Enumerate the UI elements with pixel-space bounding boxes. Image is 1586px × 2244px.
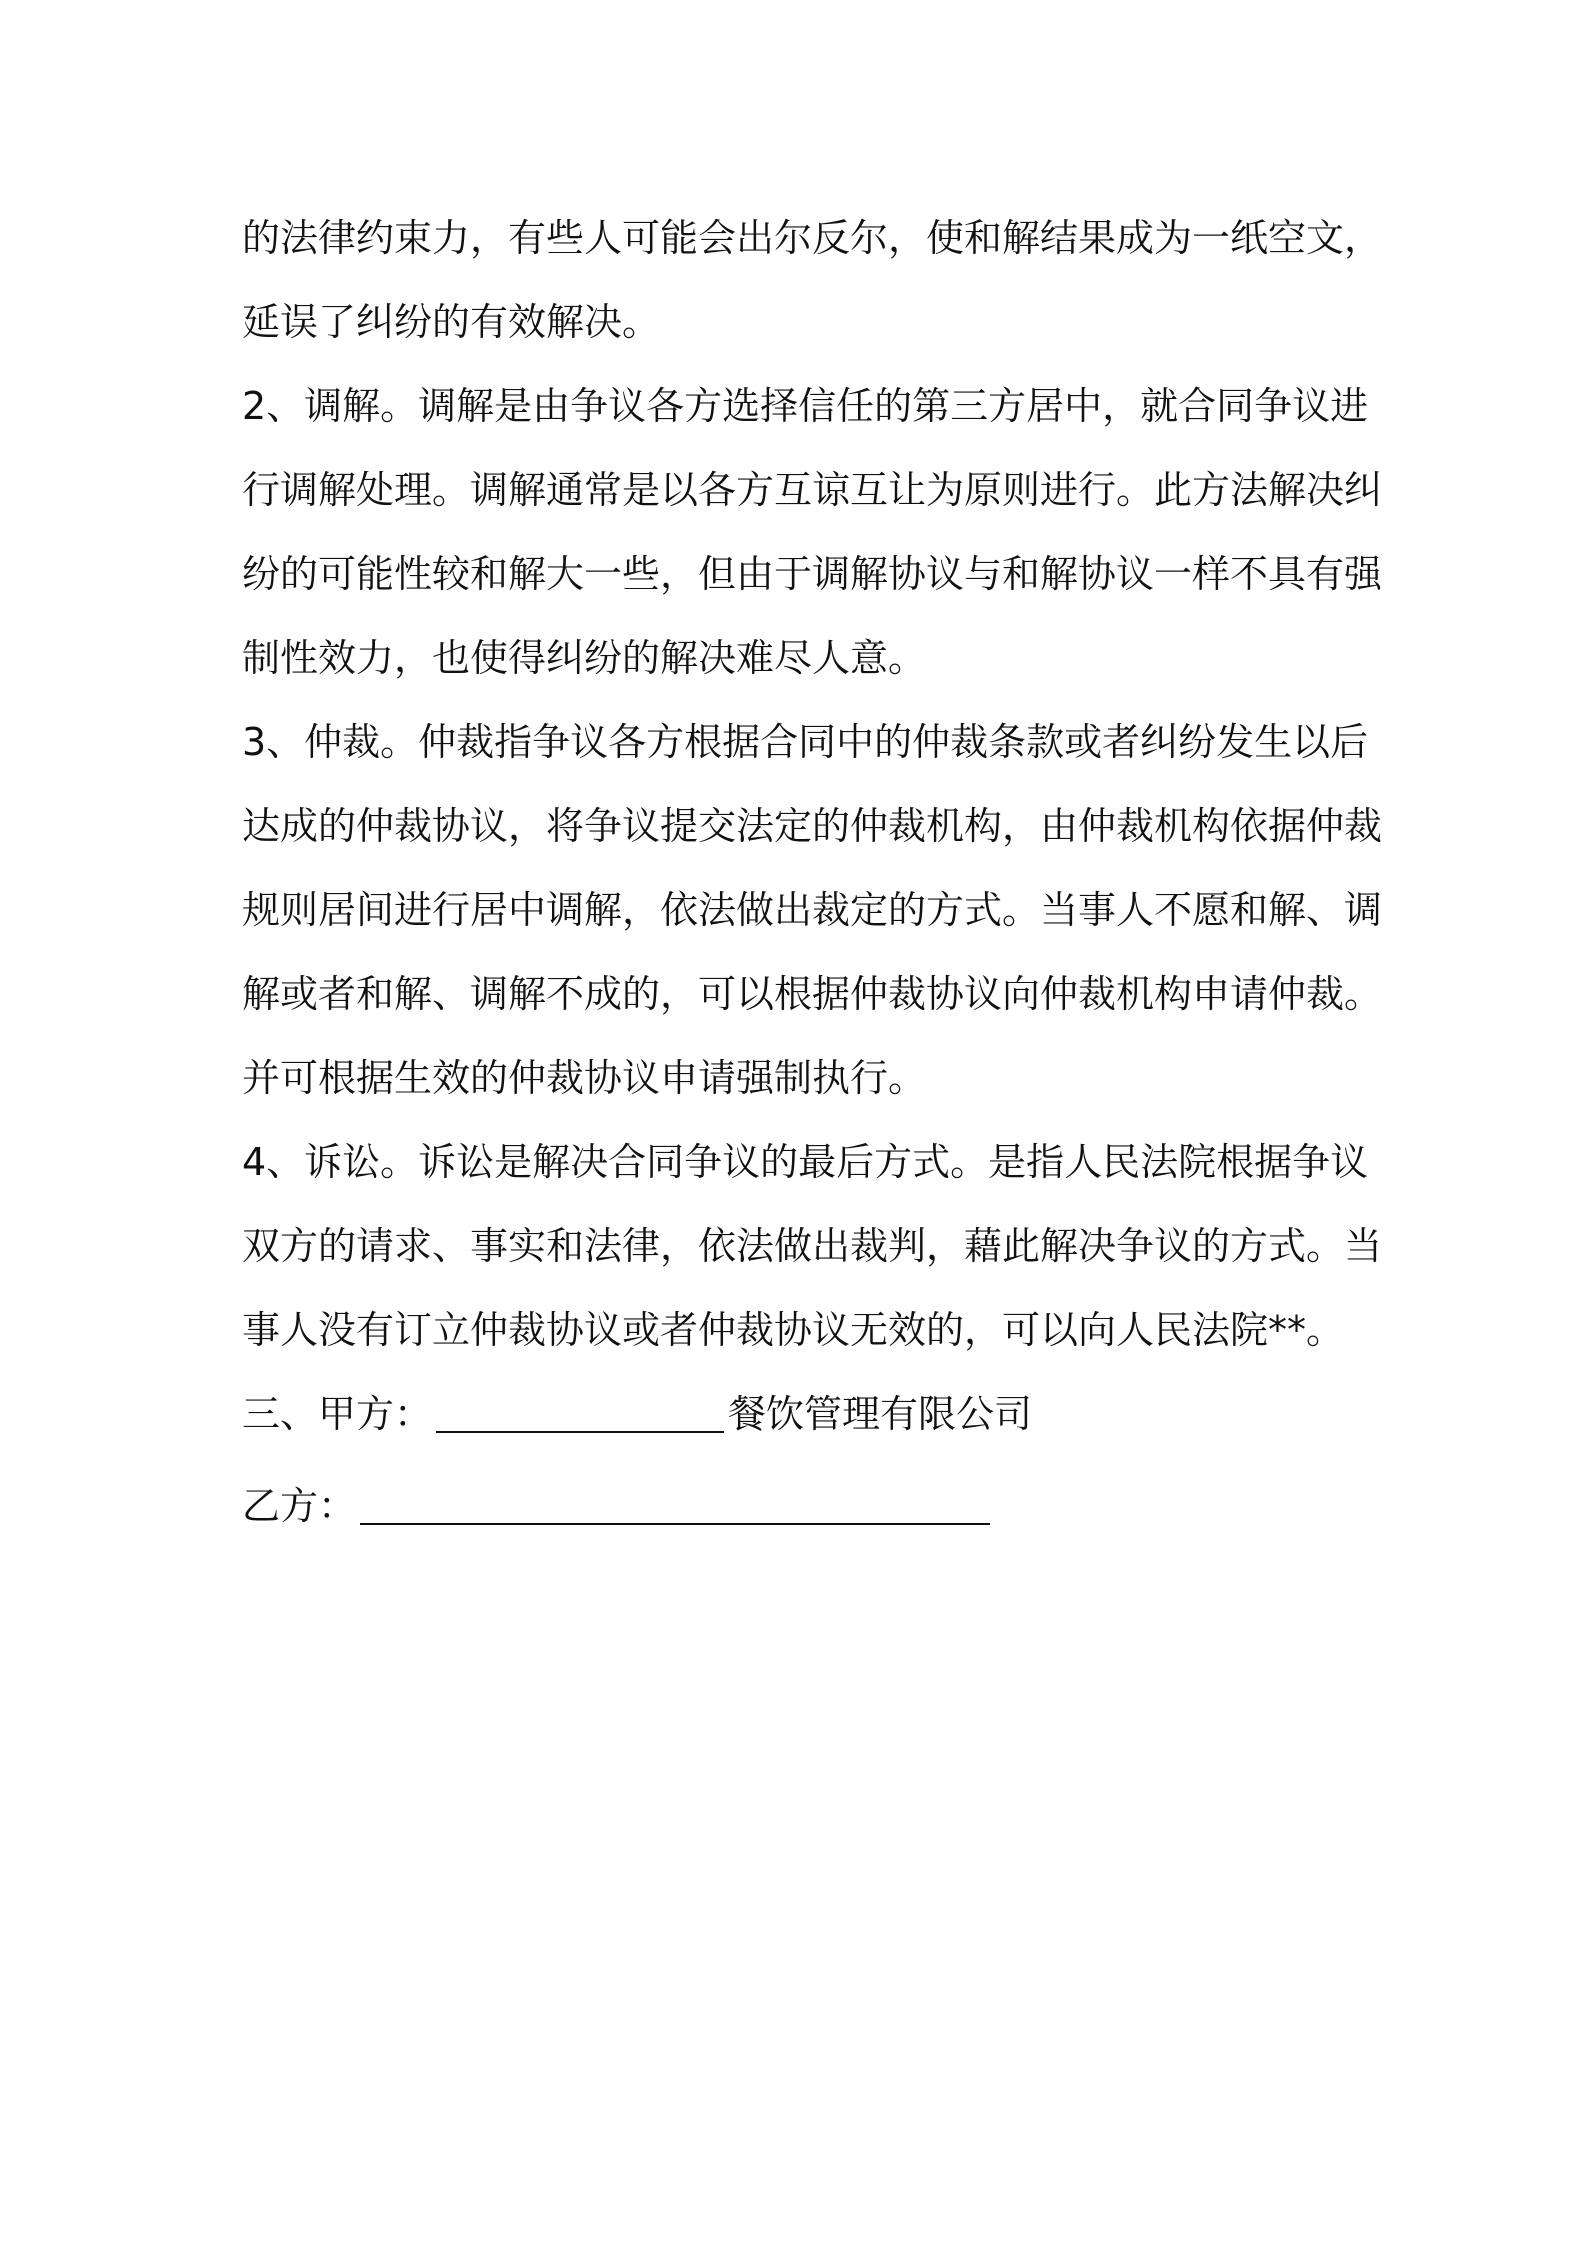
text-line: 解或者和解、调解不成的，可以根据仲裁协议向仲裁机构申请仲裁。 — [242, 972, 1383, 1016]
text-line: 4、诉讼。诉讼是解决合同争议的最后方式。是指人民法院根据争议 — [242, 1140, 1369, 1184]
text-line: 的法律约束力，有些人可能会出尔反尔，使和解结果成为一纸空文， — [242, 216, 1383, 260]
party-a-suffix: 餐饮管理有限公司 — [728, 1392, 1033, 1436]
paragraph-arbitration — [242, 700, 1383, 1120]
paragraph-settlement-tail — [242, 196, 1383, 364]
text-line: 达成的仲裁协议，将争议提交法定的仲裁机构，由仲裁机构依据仲裁 — [242, 804, 1383, 848]
party-b-line — [242, 1464, 1362, 1548]
document-body — [242, 196, 1383, 1548]
party-a-line — [242, 1372, 1362, 1456]
text-line: 3、仲裁。仲裁指争议各方根据合同中的仲裁条款或者纠纷发生以后 — [242, 720, 1369, 764]
party-b-blank — [360, 1483, 990, 1525]
text-line: 并可根据生效的仲裁协议申请强制执行。 — [242, 1056, 927, 1100]
text-line: 行调解处理。调解通常是以各方互谅互让为原则进行。此方法解决纠 — [242, 468, 1383, 512]
text-line: 2、调解。调解是由争议各方选择信任的第三方居中，就合同争议进 — [242, 384, 1369, 428]
party-a-label: 三、甲方： — [242, 1392, 433, 1436]
paragraph-litigation — [242, 1120, 1383, 1372]
paragraph-mediation — [242, 364, 1383, 700]
text-line: 双方的请求、事实和法律，依法做出裁判，藉此解决争议的方式。当 — [242, 1224, 1383, 1268]
text-line: 事人没有订立仲裁协议或者仲裁协议无效的，可以向人民法院**。 — [242, 1308, 1345, 1352]
text-line: 延误了纠纷的有效解决。 — [242, 300, 661, 344]
text-line: 制性效力，也使得纠纷的解决难尽人意。 — [242, 636, 927, 680]
text-line: 规则居间进行居中调解，依法做出裁定的方式。当事人不愿和解、调 — [242, 888, 1383, 932]
text-line: 纷的可能性较和解大一些，但由于调解协议与和解协议一样不具有强 — [242, 552, 1383, 596]
party-b-label: 乙方： — [242, 1484, 357, 1528]
party-a-blank — [436, 1391, 724, 1433]
